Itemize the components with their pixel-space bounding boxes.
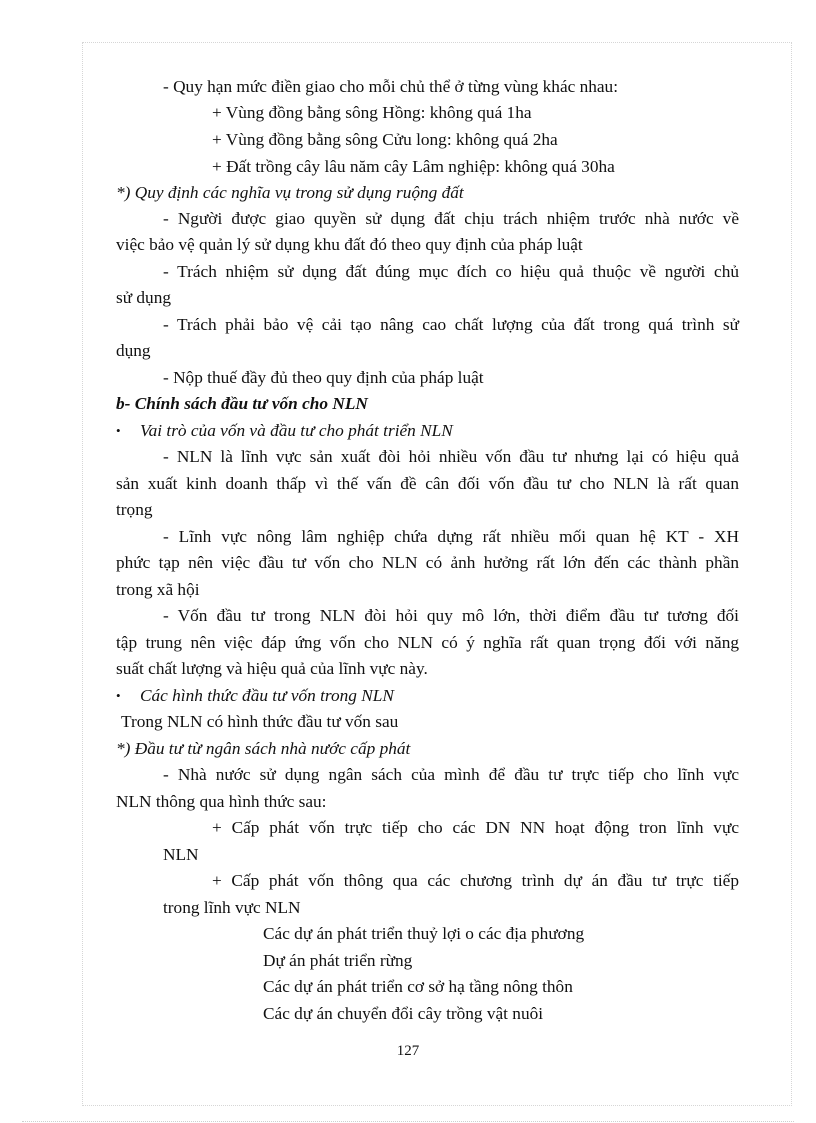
text-line: + Cấp phát vốn thông qua các chương trình dự án đầu tư trực tiếp	[212, 871, 739, 890]
text-line: phức tạp nên việc đầu tư vốn cho NLN có ảnh hưởng rất lớn đến các thành phần	[116, 553, 739, 572]
text-line: việc bảo vệ quản lý sử dụng khu đất đó theo quy định của pháp luật	[116, 235, 583, 254]
italic-heading: *) Đầu tư từ ngân sách nhà nước cấp phát	[116, 739, 411, 758]
text-line: Dự án phát triển rừng	[263, 951, 413, 970]
text-line: Các dự án chuyển đổi cây trồng vật nuôi	[263, 1004, 544, 1023]
text-line: - Lĩnh vực nông lâm nghiệp chứa dựng rất nhiều mối quan hệ KT - XH	[163, 527, 739, 546]
page-number: 127	[396, 1043, 420, 1059]
bottom-divider	[22, 1121, 794, 1122]
text-line: trong lĩnh vực NLN	[163, 898, 301, 917]
text-line: sản xuất kinh doanh thấp vì thế vấn đề cân đối vốn đầu tư cho NLN là rất quan	[116, 474, 739, 493]
text-line: + Cấp phát vốn trực tiếp cho các DN NN hoạt động tron lĩnh vực	[212, 818, 739, 837]
text-line: tập trung nên việc đáp ứng vốn cho NLN có ý nghĩa rất quan trọng đối với năng	[116, 633, 739, 652]
bullet-icon: •	[116, 423, 121, 438]
text-line: + Vùng đồng bằng sông Hồng: không quá 1ha	[212, 103, 532, 122]
text-line: NLN	[163, 845, 199, 864]
text-line: - Nhà nước sử dụng ngân sách của mình để đầu tư trực tiếp cho lĩnh vực	[163, 765, 739, 784]
text-line: suất chất lượng và hiệu quả của lĩnh vực này.	[116, 659, 428, 678]
text-line: - Trách nhiệm sử dụng đất đúng mục đích co hiệu quả thuộc về người chủ	[163, 262, 739, 281]
text-line: + Đất trồng cây lâu năm cây Lâm nghiệp: không quá 30ha	[212, 157, 615, 176]
bullet-icon: •	[116, 688, 121, 703]
text-line: Các dự án phát triển cơ sở hạ tầng nông thôn	[263, 977, 573, 996]
section-heading: b- Chính sách đầu tư vốn cho NLN	[116, 394, 368, 413]
text-line: - Nộp thuế đầy đủ theo quy định của pháp luật	[163, 368, 484, 387]
text-line: sử dụng	[116, 288, 171, 307]
text-line: dụng	[116, 341, 151, 360]
text-line: - Trách phải bảo vệ cải tạo nâng cao chất lượng của đất trong quá trình sử	[163, 315, 739, 334]
text-line: trong xã hội	[116, 580, 200, 599]
text-line: - Người được giao quyền sử dụng đất chịu trách nhiệm trước nhà nước về	[163, 209, 739, 228]
text-line: Trong NLN có hình thức đầu tư vốn sau	[121, 712, 399, 731]
italic-heading: *) Quy định các nghĩa vụ trong sử dụng ruộng đất	[116, 183, 464, 202]
text-line: - Quy hạn mức điền giao cho mỗi chủ thể ở từng vùng khác nhau:	[163, 77, 618, 96]
text-line: Các dự án phát triển thuỷ lợi o các địa phương	[263, 924, 585, 943]
italic-subheading: Vai trò của vốn và đầu tư cho phát triển NLN	[140, 421, 453, 440]
text-line: - NLN là lĩnh vực sản xuất đòi hỏi nhiều vốn đầu tư nhưng lại có hiệu quả	[163, 447, 739, 466]
text-line: - Vốn đầu tư trong NLN đòi hỏi quy mô lớn, thời điểm đầu tư tương đối	[163, 606, 739, 625]
text-line: + Vùng đồng bằng sông Cửu long: không quá 2ha	[212, 130, 558, 149]
text-line: NLN thông qua hình thức sau:	[116, 792, 327, 811]
italic-subheading: Các hình thức đầu tư vốn trong NLN	[140, 686, 394, 705]
text-line: trọng	[116, 500, 153, 519]
